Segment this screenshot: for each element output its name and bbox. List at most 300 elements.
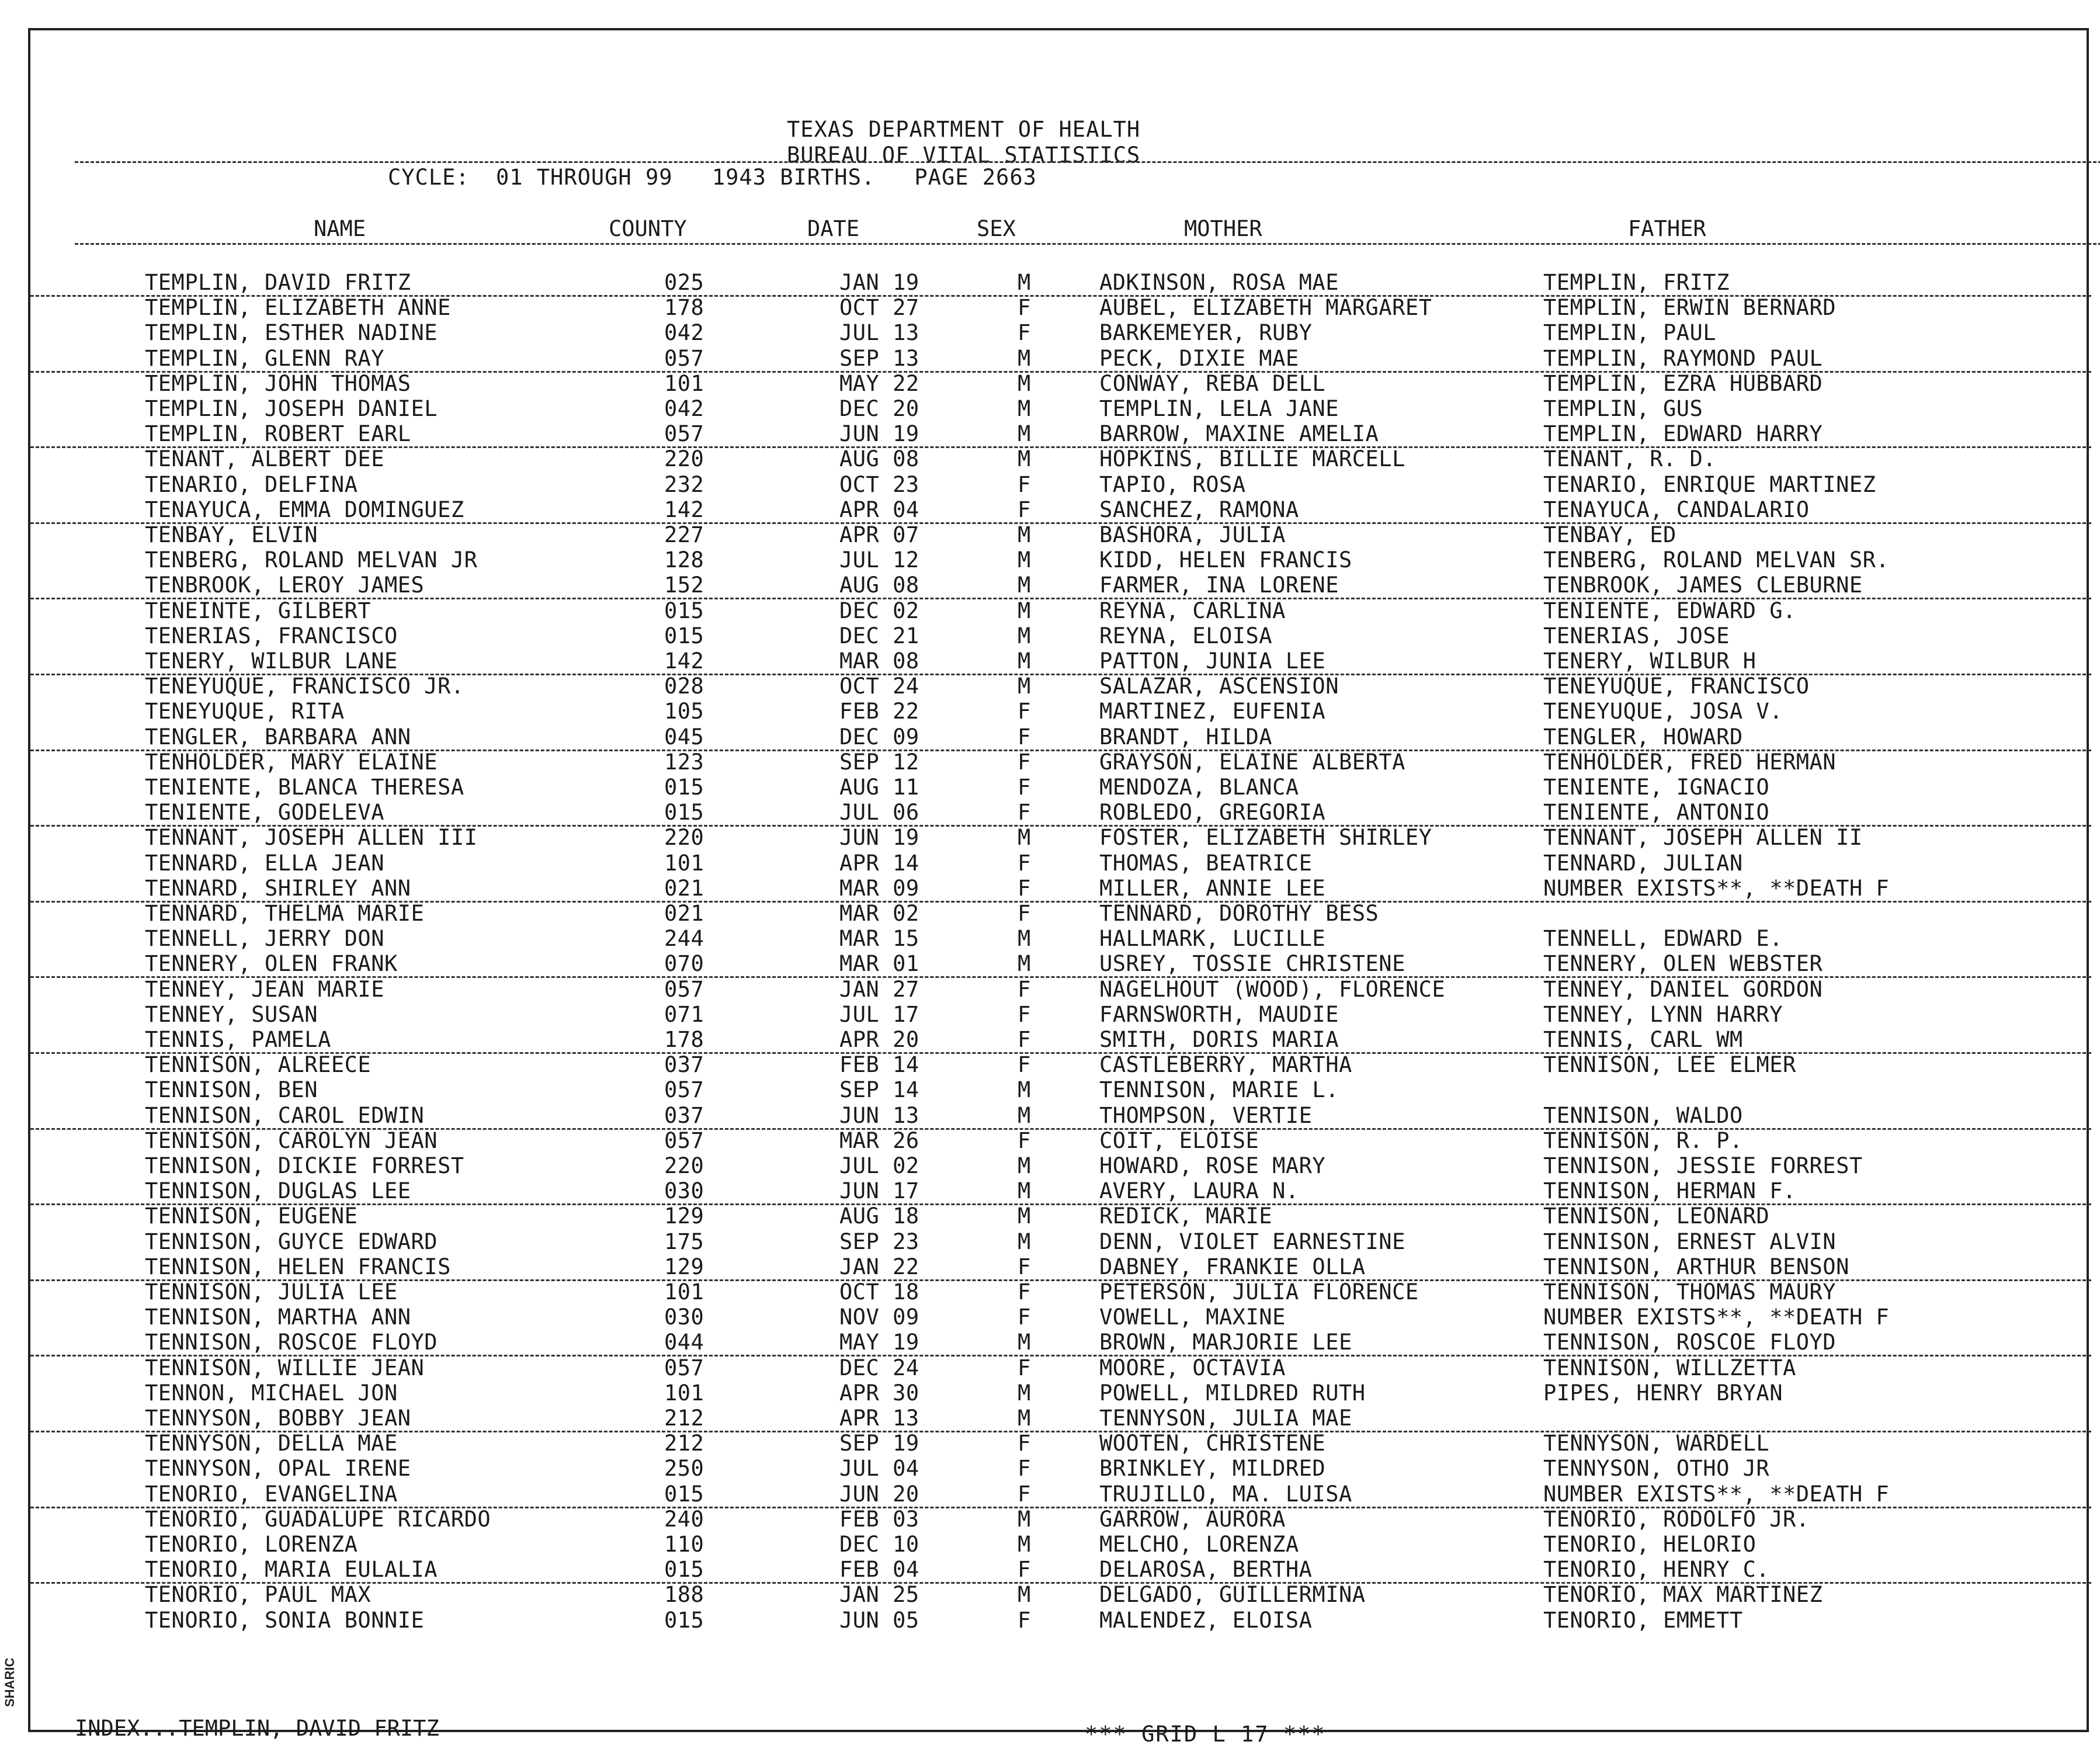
cell-date: JUL 12: [839, 547, 919, 573]
cell-father: TENBROOK, JAMES CLEBURNE: [1543, 573, 1863, 598]
cell-father: TENNELL, EDWARD E.: [1543, 926, 1783, 952]
cell-name: TENNISON, ALREECE: [145, 1052, 372, 1078]
cell-name: TENNISON, WILLIE JEAN: [145, 1355, 425, 1380]
cell-sex: M: [1018, 951, 1031, 977]
cell-name: TENNYSON, DELLA MAE: [145, 1431, 398, 1456]
cell-mother: TRUJILLO, MA. LUISA: [1099, 1481, 1352, 1507]
cell-sex: M: [1018, 1077, 1031, 1103]
cell-sex: M: [1018, 1203, 1031, 1229]
cell-sex: M: [1018, 1178, 1031, 1204]
cell-father: TENANT, R. D.: [1543, 446, 1717, 472]
table-row: [30, 547, 2091, 573]
cell-sex: M: [1018, 345, 1031, 371]
cell-sex: M: [1018, 1380, 1031, 1406]
cell-county: 123: [664, 749, 704, 775]
cell-father: TENORIO, HELORIO: [1543, 1532, 1757, 1557]
cell-sex: F: [1018, 471, 1031, 497]
cell-name: TENBERG, ROLAND MELVAN JR: [145, 547, 478, 573]
cell-sex: F: [1018, 699, 1031, 724]
table-row: [30, 648, 2091, 675]
cell-sex: F: [1018, 1607, 1031, 1633]
cell-mother: ADKINSON, ROSA MAE: [1099, 270, 1339, 295]
column-header-sex: SEX: [977, 216, 1016, 241]
table-row: [30, 1178, 2091, 1205]
cell-mother: SMITH, DORIS MARIA: [1099, 1027, 1339, 1052]
table-row: [30, 724, 2091, 751]
cell-father: TEMPLIN, EZRA HUBBARD: [1543, 370, 1823, 396]
cell-mother: DELGADO, GUILLERMINA: [1099, 1582, 1366, 1608]
cell-sex: M: [1018, 1532, 1031, 1557]
cell-date: JUL 13: [839, 320, 919, 346]
cell-mother: TEMPLIN, LELA JANE: [1099, 396, 1339, 421]
column-header-mother: MOTHER: [1184, 216, 1262, 241]
cell-sex: M: [1018, 547, 1031, 573]
cell-mother: COIT, ELOISE: [1099, 1127, 1259, 1153]
cell-county: 212: [664, 1406, 704, 1431]
cell-sex: M: [1018, 825, 1031, 851]
cell-county: 178: [664, 295, 704, 321]
cell-county: 028: [664, 674, 704, 699]
cell-date: DEC 09: [839, 724, 919, 750]
cell-name: TENANT, ALBERT DEE: [145, 446, 384, 472]
table-row: [30, 623, 2091, 648]
year-births: 1943 BIRTHS.: [711, 165, 876, 190]
cell-sex: F: [1018, 1001, 1031, 1027]
cell-date: AUG 18: [839, 1203, 919, 1229]
cell-sex: M: [1018, 370, 1031, 396]
cell-mother: NAGELHOUT (WOOD), FLORENCE: [1099, 976, 1446, 1002]
cell-county: 015: [664, 1557, 704, 1583]
cell-date: AUG 08: [839, 446, 919, 472]
table-row: [30, 1380, 2091, 1406]
cell-date: DEC 10: [839, 1532, 919, 1557]
table-row: [30, 1077, 2091, 1102]
cell-father: TENNEY, LYNN HARRY: [1543, 1001, 1783, 1027]
grid-footer: *** GRID L 17 ***: [1085, 1722, 1326, 1747]
cell-date: JAN 19: [839, 270, 919, 295]
cell-date: AUG 08: [839, 573, 919, 598]
cell-mother: HALLMARK, LUCILLE: [1099, 926, 1326, 952]
cell-father: TENNISON, ROSCOE FLOYD: [1543, 1330, 1837, 1355]
cell-father: TENBAY, ED: [1543, 522, 1676, 547]
cell-county: 057: [664, 1077, 704, 1103]
cell-date: AUG 11: [839, 775, 919, 800]
table-row: [30, 1203, 2091, 1229]
cell-county: 178: [664, 1027, 704, 1052]
cell-mother: MOORE, OCTAVIA: [1099, 1355, 1286, 1380]
cell-date: OCT 23: [839, 471, 919, 497]
cell-name: TENNISON, MARTHA ANN: [145, 1305, 411, 1330]
cell-date: APR 13: [839, 1406, 919, 1431]
table-row: [30, 1406, 2091, 1432]
cell-county: 101: [664, 1279, 704, 1305]
cell-father: TENNEY, DANIEL GORDON: [1543, 976, 1823, 1002]
cell-name: TENEINTE, GILBERT: [145, 598, 372, 623]
cell-sex: F: [1018, 775, 1031, 800]
cell-sex: M: [1018, 623, 1031, 648]
cell-county: 045: [664, 724, 704, 750]
cell-mother: CONWAY, REBA DELL: [1099, 370, 1326, 396]
cell-name: TEMPLIN, JOHN THOMAS: [145, 370, 411, 396]
cell-county: 175: [664, 1229, 704, 1254]
column-header-father: FATHER: [1628, 216, 1706, 241]
cell-mother: AVERY, LAURA N.: [1099, 1178, 1299, 1204]
cell-date: JUL 17: [839, 1001, 919, 1027]
cell-name: TENNARD, THELMA MARIE: [145, 901, 425, 926]
cell-name: TENNEY, JEAN MARIE: [145, 976, 384, 1002]
cell-date: DEC 21: [839, 623, 919, 648]
cell-sex: F: [1018, 1431, 1031, 1456]
table-row: [30, 497, 2091, 524]
cell-mother: MELCHO, LORENZA: [1099, 1532, 1299, 1557]
cell-date: SEP 14: [839, 1077, 919, 1103]
cell-sex: M: [1018, 598, 1031, 623]
cell-sex: F: [1018, 749, 1031, 775]
cell-mother: BROWN, MARJORIE LEE: [1099, 1330, 1352, 1355]
cell-date: SEP 12: [839, 749, 919, 775]
cell-sex: F: [1018, 1254, 1031, 1279]
cell-father: TENAYUCA, CANDALARIO: [1543, 497, 1810, 522]
cell-sex: F: [1018, 1305, 1031, 1330]
cell-sex: M: [1018, 1229, 1031, 1254]
cell-county: 220: [664, 825, 704, 851]
cell-sex: F: [1018, 1027, 1031, 1052]
cell-father: TEMPLIN, RAYMOND PAUL: [1543, 345, 1823, 371]
cell-mother: MALENDEZ, ELOISA: [1099, 1607, 1313, 1633]
cell-mother: MENDOZA, BLANCA: [1099, 775, 1299, 800]
cell-county: 042: [664, 320, 704, 346]
table-row: [30, 951, 2091, 978]
cell-sex: F: [1018, 901, 1031, 926]
table-row: [30, 1330, 2091, 1357]
cell-county: 129: [664, 1254, 704, 1279]
cell-mother: GARROW, AURORA: [1099, 1506, 1286, 1532]
cell-date: APR 20: [839, 1027, 919, 1052]
cell-sex: F: [1018, 1279, 1031, 1305]
cell-name: TEMPLIN, ROBERT EARL: [145, 421, 411, 447]
table-row: [30, 598, 2091, 623]
cell-father: TENNISON, WALDO: [1543, 1102, 1743, 1128]
cell-sex: M: [1018, 926, 1031, 952]
cell-county: 057: [664, 345, 704, 371]
cell-mother: BASHORA, JULIA: [1099, 522, 1286, 547]
cell-mother: PATTON, JUNIA LEE: [1099, 648, 1326, 674]
cell-father: TEMPLIN, EDWARD HARRY: [1543, 421, 1823, 447]
cell-father: TENORIO, RODOLFO JR.: [1543, 1506, 1810, 1532]
cell-mother: THOMAS, BEATRICE: [1099, 850, 1313, 876]
cell-mother: MARTINEZ, EUFENIA: [1099, 699, 1326, 724]
table-row: [30, 371, 2091, 396]
cell-name: TENNISON, DICKIE FORREST: [145, 1153, 464, 1178]
cell-date: JUN 13: [839, 1102, 919, 1128]
cell-county: 142: [664, 497, 704, 522]
header-divider: [75, 161, 2100, 163]
cell-sex: M: [1018, 1153, 1031, 1178]
cell-name: TENEYUQUE, FRANCISCO JR.: [145, 674, 464, 699]
cell-date: MAR 15: [839, 926, 919, 952]
cell-name: TENEYUQUE, RITA: [145, 699, 345, 724]
cell-sex: M: [1018, 1506, 1031, 1532]
cell-sex: M: [1018, 1102, 1031, 1128]
cell-father: TENIENTE, ANTONIO: [1543, 800, 1770, 825]
cell-county: 105: [664, 699, 704, 724]
cell-county: 037: [664, 1052, 704, 1078]
cell-name: TENNARD, SHIRLEY ANN: [145, 875, 411, 901]
cell-county: 129: [664, 1203, 704, 1229]
cell-name: TENNISON, ROSCOE FLOYD: [145, 1330, 438, 1355]
cell-date: SEP 13: [839, 345, 919, 371]
table-row: [30, 1027, 2091, 1054]
cell-date: JUL 02: [839, 1153, 919, 1178]
cell-county: 015: [664, 1607, 704, 1633]
cell-mother: DABNEY, FRANKIE OLLA: [1099, 1254, 1366, 1279]
table-row: [30, 1229, 2091, 1254]
cell-date: DEC 24: [839, 1355, 919, 1380]
cell-date: APR 04: [839, 497, 919, 522]
cell-mother: FARMER, INA LORENE: [1099, 573, 1339, 598]
department-title: TEXAS DEPARTMENT OF HEALTH: [787, 117, 1141, 142]
cell-sex: M: [1018, 573, 1031, 598]
cell-father: TENNISON, JESSIE FORREST: [1543, 1153, 1863, 1178]
cell-date: JUL 04: [839, 1456, 919, 1482]
table-row: [30, 674, 2091, 699]
cell-county: 101: [664, 850, 704, 876]
cell-sex: F: [1018, 850, 1031, 876]
cell-name: TEMPLIN, ELIZABETH ANNE: [145, 295, 451, 321]
table-row: [30, 573, 2091, 599]
cell-mother: TENNARD, DOROTHY BESS: [1099, 901, 1379, 926]
cell-county: 128: [664, 547, 704, 573]
cell-date: JUN 20: [839, 1481, 919, 1507]
cell-date: FEB 14: [839, 1052, 919, 1078]
cell-county: 212: [664, 1431, 704, 1456]
cell-name: TENNISON, JULIA LEE: [145, 1279, 398, 1305]
cell-father: TENEYUQUE, FRANCISCO: [1543, 674, 1810, 699]
cell-date: SEP 19: [839, 1431, 919, 1456]
cell-county: 070: [664, 951, 704, 977]
table-row: [30, 1456, 2091, 1481]
cell-date: NOV 09: [839, 1305, 919, 1330]
cell-father: TENNISON, LEE ELMER: [1543, 1052, 1796, 1078]
cell-name: TENNISON, BEN: [145, 1077, 318, 1103]
cell-name: TENGLER, BARBARA ANN: [145, 724, 411, 750]
table-row: [30, 1532, 2091, 1557]
cell-mother: PECK, DIXIE MAE: [1099, 345, 1299, 371]
cell-county: 057: [664, 1127, 704, 1153]
cell-father: TENNYSON, WARDELL: [1543, 1431, 1770, 1456]
cell-county: 071: [664, 1001, 704, 1027]
cell-date: OCT 18: [839, 1279, 919, 1305]
cell-name: TENNANT, JOSEPH ALLEN III: [145, 825, 478, 851]
cell-date: FEB 04: [839, 1557, 919, 1583]
cell-date: MAY 19: [839, 1330, 919, 1355]
table-row: [30, 901, 2091, 926]
table-row: [30, 876, 2091, 903]
cell-date: FEB 22: [839, 699, 919, 724]
cell-county: 030: [664, 1305, 704, 1330]
page-number: PAGE 2663: [914, 165, 1037, 190]
cell-county: 250: [664, 1456, 704, 1482]
table-row: [30, 1608, 2091, 1633]
cell-name: TEMPLIN, JOSEPH DANIEL: [145, 396, 438, 421]
table-row: [30, 977, 2091, 1002]
cell-father: TENGLER, HOWARD: [1543, 724, 1743, 750]
cell-date: SEP 23: [839, 1229, 919, 1254]
cell-county: 057: [664, 976, 704, 1002]
cell-county: 021: [664, 875, 704, 901]
table-row: [30, 699, 2091, 724]
table-row: [30, 1254, 2091, 1281]
cell-name: TENORIO, SONIA BONNIE: [145, 1607, 425, 1633]
cell-father: TENBERG, ROLAND MELVAN SR.: [1543, 547, 1890, 573]
cell-name: TENNISON, GUYCE EDWARD: [145, 1229, 438, 1254]
cell-sex: F: [1018, 800, 1031, 825]
cell-mother: GRAYSON, ELAINE ALBERTA: [1099, 749, 1405, 775]
cell-county: 042: [664, 396, 704, 421]
cell-father: TENORIO, HENRY C.: [1543, 1557, 1770, 1583]
table-row: [30, 320, 2091, 345]
cell-mother: REDICK, MARIE: [1099, 1203, 1273, 1229]
cell-mother: SALAZAR, ASCENSION: [1099, 674, 1339, 699]
cell-mother: WOOTEN, CHRISTENE: [1099, 1431, 1326, 1456]
cell-date: JUL 06: [839, 800, 919, 825]
cell-father: TENHOLDER, FRED HERMAN: [1543, 749, 1837, 775]
cell-county: 025: [664, 270, 704, 295]
cell-father: NUMBER EXISTS**, **DEATH F: [1543, 1305, 1890, 1330]
cell-name: TEMPLIN, ESTHER NADINE: [145, 320, 438, 346]
cell-date: MAR 02: [839, 901, 919, 926]
cell-name: TENHOLDER, MARY ELAINE: [145, 749, 438, 775]
cell-county: 220: [664, 446, 704, 472]
cell-date: MAY 22: [839, 370, 919, 396]
cell-sex: M: [1018, 674, 1031, 699]
cell-name: TENARIO, DELFINA: [145, 471, 358, 497]
cell-father: TENNIS, CARL WM: [1543, 1027, 1743, 1052]
table-row: [30, 421, 2091, 448]
bureau-title: BUREAU OF VITAL STATISTICS: [787, 143, 1141, 168]
cell-mother: BRANDT, HILDA: [1099, 724, 1273, 750]
cell-father: TENERIAS, JOSE: [1543, 623, 1730, 648]
table-row: [30, 270, 2091, 297]
cell-date: APR 14: [839, 850, 919, 876]
cycle-range: 01 THROUGH 99: [495, 165, 673, 190]
cell-name: TENORIO, PAUL MAX: [145, 1582, 372, 1608]
cell-county: 188: [664, 1582, 704, 1608]
cell-sex: F: [1018, 1355, 1031, 1380]
cell-date: MAR 08: [839, 648, 919, 674]
cell-name: TENNELL, JERRY DON: [145, 926, 384, 952]
cell-county: 057: [664, 421, 704, 447]
cell-father: TENERY, WILBUR H: [1543, 648, 1757, 674]
cell-sex: F: [1018, 320, 1031, 346]
cell-name: TENNERY, OLEN FRANK: [145, 951, 398, 977]
table-row: [30, 1103, 2091, 1130]
cell-mother: MILLER, ANNIE LEE: [1099, 875, 1326, 901]
cell-father: TENNISON, WILLZETTA: [1543, 1355, 1796, 1380]
cell-sex: F: [1018, 1456, 1031, 1482]
cell-name: TENBAY, ELVIN: [145, 522, 318, 547]
cell-father: NUMBER EXISTS**, **DEATH F: [1543, 1481, 1890, 1507]
cell-father: TENNARD, JULIAN: [1543, 850, 1743, 876]
cell-mother: VOWELL, MAXINE: [1099, 1305, 1286, 1330]
column-header-county: COUNTY: [609, 216, 687, 241]
cell-name: TENNYSON, OPAL IRENE: [145, 1456, 411, 1482]
table-row: [30, 851, 2091, 876]
cell-sex: M: [1018, 270, 1031, 295]
cell-county: 110: [664, 1532, 704, 1557]
table-row: [30, 1582, 2091, 1607]
table-row: [30, 396, 2091, 421]
cell-father: TENORIO, MAX MARTINEZ: [1543, 1582, 1823, 1608]
cell-sex: M: [1018, 1406, 1031, 1431]
cell-father: TENNISON, LEONARD: [1543, 1203, 1770, 1229]
cell-name: TEMPLIN, DAVID FRITZ: [145, 270, 411, 295]
cell-mother: REYNA, ELOISA: [1099, 623, 1273, 648]
cell-sex: M: [1018, 396, 1031, 421]
cell-date: OCT 27: [839, 295, 919, 321]
cell-county: 220: [664, 1153, 704, 1178]
table-row: [30, 926, 2091, 951]
cell-name: TENNON, MICHAEL JON: [145, 1380, 398, 1406]
cell-name: TENNISON, CAROLYN JEAN: [145, 1127, 438, 1153]
cell-county: 232: [664, 471, 704, 497]
cell-county: 021: [664, 901, 704, 926]
cell-county: 227: [664, 522, 704, 547]
cell-county: 244: [664, 926, 704, 952]
cell-mother: PETERSON, JULIA FLORENCE: [1099, 1279, 1419, 1305]
cell-mother: DELAROSA, BERTHA: [1099, 1557, 1313, 1583]
cell-sex: M: [1018, 446, 1031, 472]
table-row: [30, 1305, 2091, 1330]
cell-father: TEMPLIN, ERWIN BERNARD: [1543, 295, 1837, 321]
cell-sex: F: [1018, 724, 1031, 750]
cell-name: TENNISON, HELEN FRANCIS: [145, 1254, 451, 1279]
cell-sex: M: [1018, 1582, 1031, 1608]
table-row: [30, 800, 2091, 827]
table-row: [30, 346, 2091, 373]
cell-county: 037: [664, 1102, 704, 1128]
document-frame: [28, 28, 2089, 1747]
table-row: [30, 1128, 2091, 1153]
cell-name: TENNARD, ELLA JEAN: [145, 850, 384, 876]
cell-name: TENORIO, LORENZA: [145, 1532, 358, 1557]
table-row: [30, 1482, 2091, 1508]
cell-sex: F: [1018, 1481, 1031, 1507]
cell-name: TENORIO, EVANGELINA: [145, 1481, 398, 1507]
cell-father: TENIENTE, IGNACIO: [1543, 775, 1770, 800]
cell-father: TEMPLIN, PAUL: [1543, 320, 1717, 346]
cell-father: TENNANT, JOSEPH ALLEN II: [1543, 825, 1863, 851]
cell-mother: BARROW, MAXINE AMELIA: [1099, 421, 1379, 447]
cell-date: APR 30: [839, 1380, 919, 1406]
cell-name: TENNISON, EUGENE: [145, 1203, 358, 1229]
cell-name: TENORIO, GUADALUPE RICARDO: [145, 1506, 491, 1532]
table-row: [30, 1507, 2091, 1532]
cell-mother: THOMPSON, VERTIE: [1099, 1102, 1313, 1128]
cell-mother: FOSTER, ELIZABETH SHIRLEY: [1099, 825, 1432, 851]
cell-county: 101: [664, 1380, 704, 1406]
column-header-name: NAME: [314, 216, 366, 241]
cell-name: TENIENTE, BLANCA THERESA: [145, 775, 464, 800]
table-row: [30, 1002, 2091, 1027]
cell-name: TENORIO, MARIA EULALIA: [145, 1557, 438, 1583]
cell-date: JAN 22: [839, 1254, 919, 1279]
cell-name: TENIENTE, GODELEVA: [145, 800, 384, 825]
cell-name: TENNISON, CAROL EDWIN: [145, 1102, 425, 1128]
cell-father: TENNISON, THOMAS MAURY: [1543, 1279, 1837, 1305]
cell-county: 015: [664, 598, 704, 623]
cell-date: JUN 05: [839, 1607, 919, 1633]
